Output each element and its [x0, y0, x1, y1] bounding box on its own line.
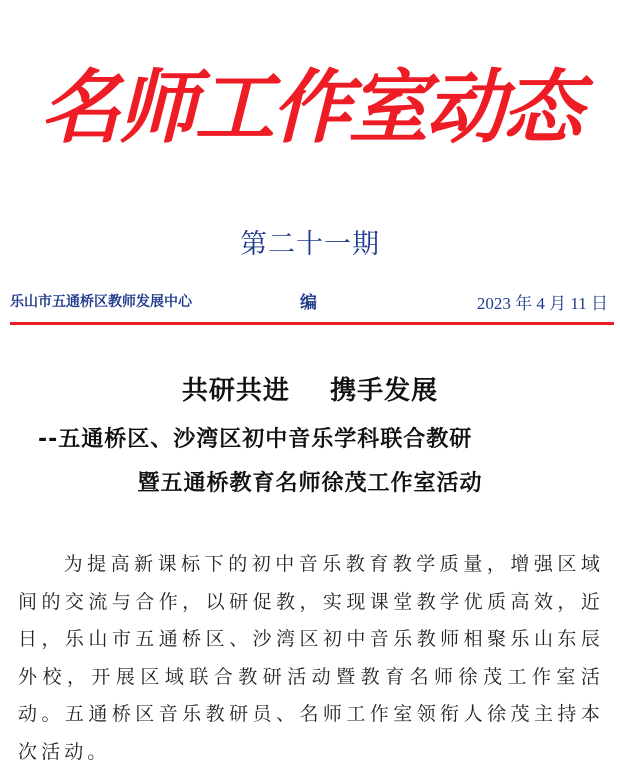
header-divider [10, 322, 614, 325]
issue-number: 第二十一期 [240, 229, 380, 260]
article-subtitle-line1: --五通桥区、沙湾区初中音乐学科联合教研 [38, 427, 473, 452]
publisher-name: 乐山市五通桥区教师发展中心 [10, 294, 192, 310]
article-body-paragraph: 为提高新课标下的初中音乐教育教学质量，增强区域间的交流与合作，以研促教，实现课堂教学优质高效，近日，乐山市五通桥区、沙湾区初中音乐教师相聚乐山东辰外校，开展区域联合教研活动暨教育名师徐茂工作室活动。五通桥区音乐教研员、名师工作室领衔人徐茂主持本次活动。 [18, 553, 604, 763]
article-title: 共研共进 携手发展 [181, 376, 439, 406]
editor-mark: 编 [300, 293, 317, 313]
publication-info-row [10, 288, 608, 312]
masthead-title: 名师工作室动态 [40, 60, 580, 154]
article-subtitle-line2: 暨五通桥教育名师徐茂工作室活动 [137, 471, 483, 496]
publication-date: 2023 年 4 月 11 日 [476, 294, 608, 313]
